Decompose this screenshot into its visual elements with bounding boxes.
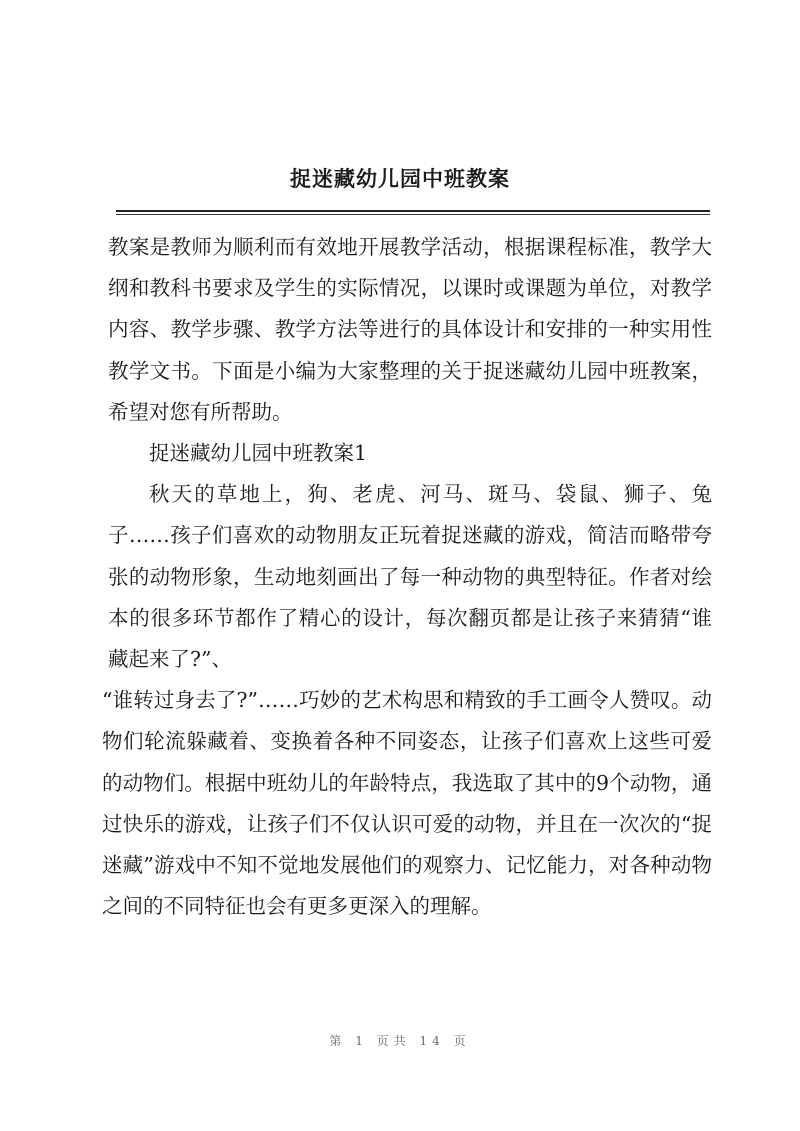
intro-paragraph: 教案是教师为顺利而有效地开展教学活动，根据课程标准，教学大纲和教科书要求及学生的实际情况，以课时或课题为单位，对教学内容、教学步骤、教学方法等进行的具体设计和安排的一种实用性教学文书。下面是小编为大家整理的关于捉迷藏幼儿园中班教案，希望对您有所帮助。 (108, 235, 712, 424)
section-heading: 捉迷藏幼儿园中班教案1 (149, 441, 368, 466)
title-divider-thin (116, 214, 710, 215)
title-divider (116, 210, 710, 212)
body-paragraph: “谁转过身去了?”……巧妙的艺术构思和精致的手工画令人赞叹。动物们轮流躲藏着、变换着各种不同姿态，让孩子们喜欢上这些可爱的动物们。根据中班幼儿的年龄特点，我选取了其中的9个动物，通过快乐的游戏，让孩子们不仅认识可爱的动物，并且在一次次的“捉迷藏”游戏中不知不觉地发展他们的观察力、记忆能力，对各种动物之间的不同特征也会有更多更深入的理解。 (102, 688, 712, 919)
document-title: 捉迷藏幼儿园中班教案 (290, 166, 510, 191)
document-body (102, 227, 712, 927)
page-number-footer: 第 1 页共 14 页 (329, 1034, 471, 1048)
body-paragraph: 秋天的草地上，狗、老虎、河马、斑马、袋鼠、狮子、兔子……孩子们喜欢的动物朋友正玩着捉迷藏的游戏，简洁而略带夸张的动物形象，生动地刻画出了每一种动物的典型特征。作者对绘本的很多环节都作了精心的设计，每次翻页都是让孩子来猜猜“谁藏起来了?”、 (108, 482, 712, 672)
